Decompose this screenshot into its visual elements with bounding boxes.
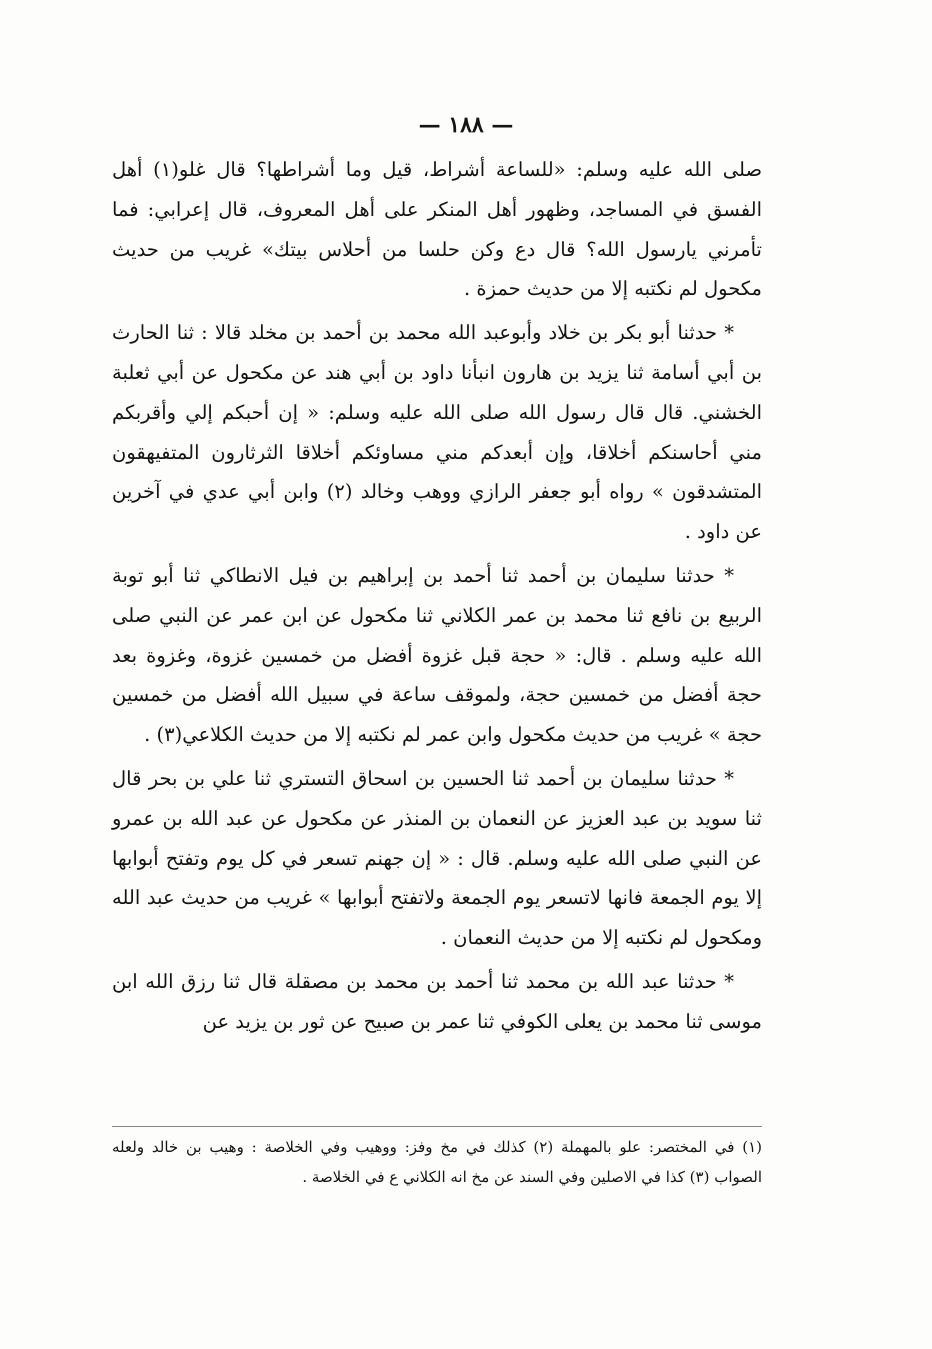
page-number: — ١٨٨ — [418,112,514,138]
main-text [112,150,762,1046]
footnotes [112,1132,762,1192]
footnote: (١) في المختصر: علو بالمهملة (٢) كذلك في مخ وفز: ووهيب وفي الخلاصة : وهيب بن خالد ولعله الصواب (٣) كذا في الاصلين وفي السند عن مخ انه الكلاني ع في الخلاصة . [112,1138,762,1186]
paragraph: * حدثنا سليمان بن أحمد ثنا أحمد بن إبراهيم بن فيل الانطاكي ثنا أبو توبة الربيع بن نافع ثنا محمد بن عمر الكلاني ثنا مكحول عن ابن عمر عن النبي صلى الله عليه وسلم . قال: « حجة قبل غزوة أفضل من خمسين غزوة، وغزوة بعد حجة أفضل من خمسين حجة، ولموقف ساعة في سبيل الله أفضل من خمسين حجة » غريب من حديث مكحول وابن عمر لم نكتبه إلا من حديث الكلاعي(٣) . [112,563,762,747]
paragraph: * حدثنا سليمان بن أحمد ثنا الحسين بن اسحاق التستري ثنا علي بن بحر قال ثنا سويد بن عبد العزيز عن النعمان بن المنذر عن مكحول عن عبد الله بن عمرو عن النبي صلى الله عليه وسلم. قال : « إن جهنم تسعر في كل يوم وتفتح أبوابها إلا يوم الجمعة فانها لاتسعر يوم الجمعة ولاتفتح أبوابها » غريب من حديث عبد الله ومكحول لم نكتبه إلا من حديث النعمان . [112,766,762,950]
paragraph: * حدثنا أبو بكر بن خلاد وأبوعبد الله محمد بن أحمد بن مخلد قالا : ثنا الحارث بن أبي أسامة ثنا يزيد بن هارون انبأنا داود بن أبي هند عن مكحول عن أبي ثعلبة الخشني. قال قال رسول الله صلى الله عليه وسلم: « إن أحبكم إلي وأقربكم مني أحاسنكم أخلاقا، وإن أبعدكم مني مساوئكم أخلاقا الثرثارون المتفيهقون المتشدقون » رواه أبو جعفر الرازي ووهب وخالد (٢) وابن أبي عدي في آخرين عن داود . [112,321,763,544]
paragraph: * حدثنا عبد الله بن محمد ثنا أحمد بن محمد بن مصقلة قال ثنا رزق الله ابن موسى ثنا محمد بن يعلى الكوفي ثنا عمر بن صبيح عن ثور بن يزيد عن [112,969,762,1033]
paragraph: صلى الله عليه وسلم: «للساعة أشراط، قيل وما أشراطها؟ قال غلو(١) أهل الفسق في المساجد، وظهور أهل المنكر على أهل المعروف، قال إعرابي: فما تأمرني يارسول الله؟ قال دع وكن حلسا من أحلاس بيتك» غريب من حديث مكحول لم نكتبه إلا من حديث حمزة . [112,158,763,301]
footnote-divider [112,1126,762,1127]
